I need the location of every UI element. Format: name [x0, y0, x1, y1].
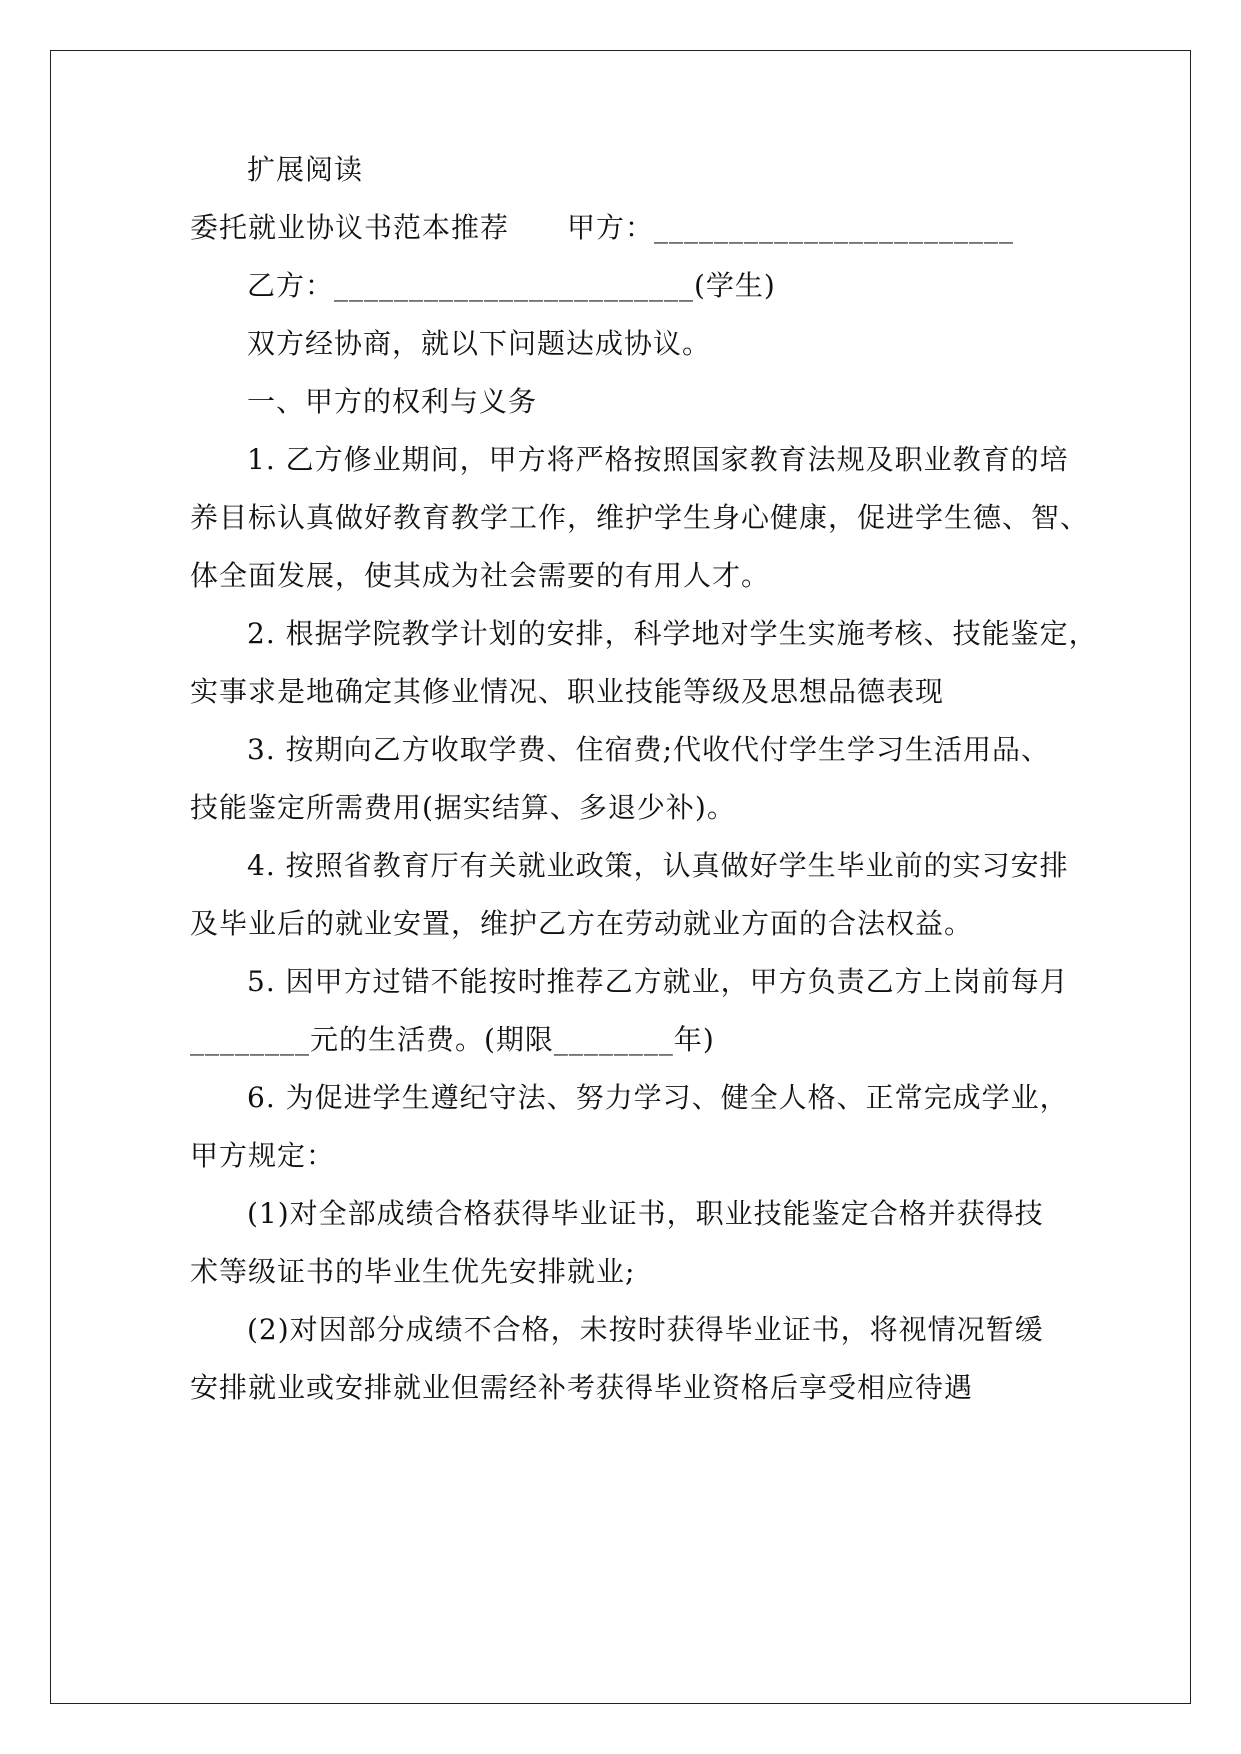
heading-extended-reading: 扩展阅读 [247, 153, 364, 186]
clause-4-line-1: 4. 按照省教育厅有关就业政策，认真做好学生毕业前的实习安排 [247, 849, 1069, 882]
clause-5-line-2: ________元的生活费。(期限________年) [190, 1023, 715, 1056]
sub-clause-1-line-1: (1)对全部成绩合格获得毕业证书，职业技能鉴定合格并获得技 [247, 1197, 1044, 1230]
clause-1-line-2: 养目标认真做好教育教学工作，维护学生身心健康，促进学生德、智、 [190, 501, 1090, 534]
clause-3-line-2: 技能鉴定所需费用(据实结算、多退少补)。 [190, 791, 736, 824]
section-heading-1: 一、甲方的权利与义务 [247, 385, 538, 418]
sub-clause-2-line-1: (2)对因部分成绩不合格，未按时获得毕业证书，将视情况暂缓 [247, 1313, 1044, 1346]
clause-1-line-3: 体全面发展，使其成为社会需要的有用人才。 [190, 559, 771, 592]
clause-4-line-2: 及毕业后的就业安置，维护乙方在劳动就业方面的合法权益。 [190, 907, 974, 940]
sub-clause-1-line-2: 术等级证书的毕业生优先安排就业; [190, 1255, 636, 1288]
clause-6-line-1: 6. 为促进学生遵纪守法、努力学习、健全人格、正常完成学业， [247, 1081, 1069, 1114]
title-party-a-line: 委托就业协议书范本推荐 甲方：________________________ [190, 211, 1015, 244]
clause-1-line-1: 1. 乙方修业期间，甲方将严格按照国家教育法规及职业教育的培 [247, 443, 1069, 476]
clause-2-line-2: 实事求是地确定其修业情况、职业技能等级及思想品德表现 [190, 675, 945, 708]
agreement-intro: 双方经协商，就以下问题达成协议。 [247, 327, 712, 360]
party-b-line: 乙方：________________________(学生) [247, 269, 776, 302]
clause-3-line-1: 3. 按期向乙方收取学费、住宿费;代收代付学生学习生活用品、 [247, 733, 1051, 766]
clause-6-line-2: 甲方规定： [190, 1139, 336, 1172]
clause-2-line-1: 2. 根据学院教学计划的安排，科学地对学生实施考核、技能鉴定， [247, 617, 1098, 650]
clause-5-line-1: 5. 因甲方过错不能按时推荐乙方就业，甲方负责乙方上岗前每月 [247, 965, 1069, 998]
sub-clause-2-line-2: 安排就业或安排就业但需经补考获得毕业资格后享受相应待遇 [190, 1371, 974, 1404]
